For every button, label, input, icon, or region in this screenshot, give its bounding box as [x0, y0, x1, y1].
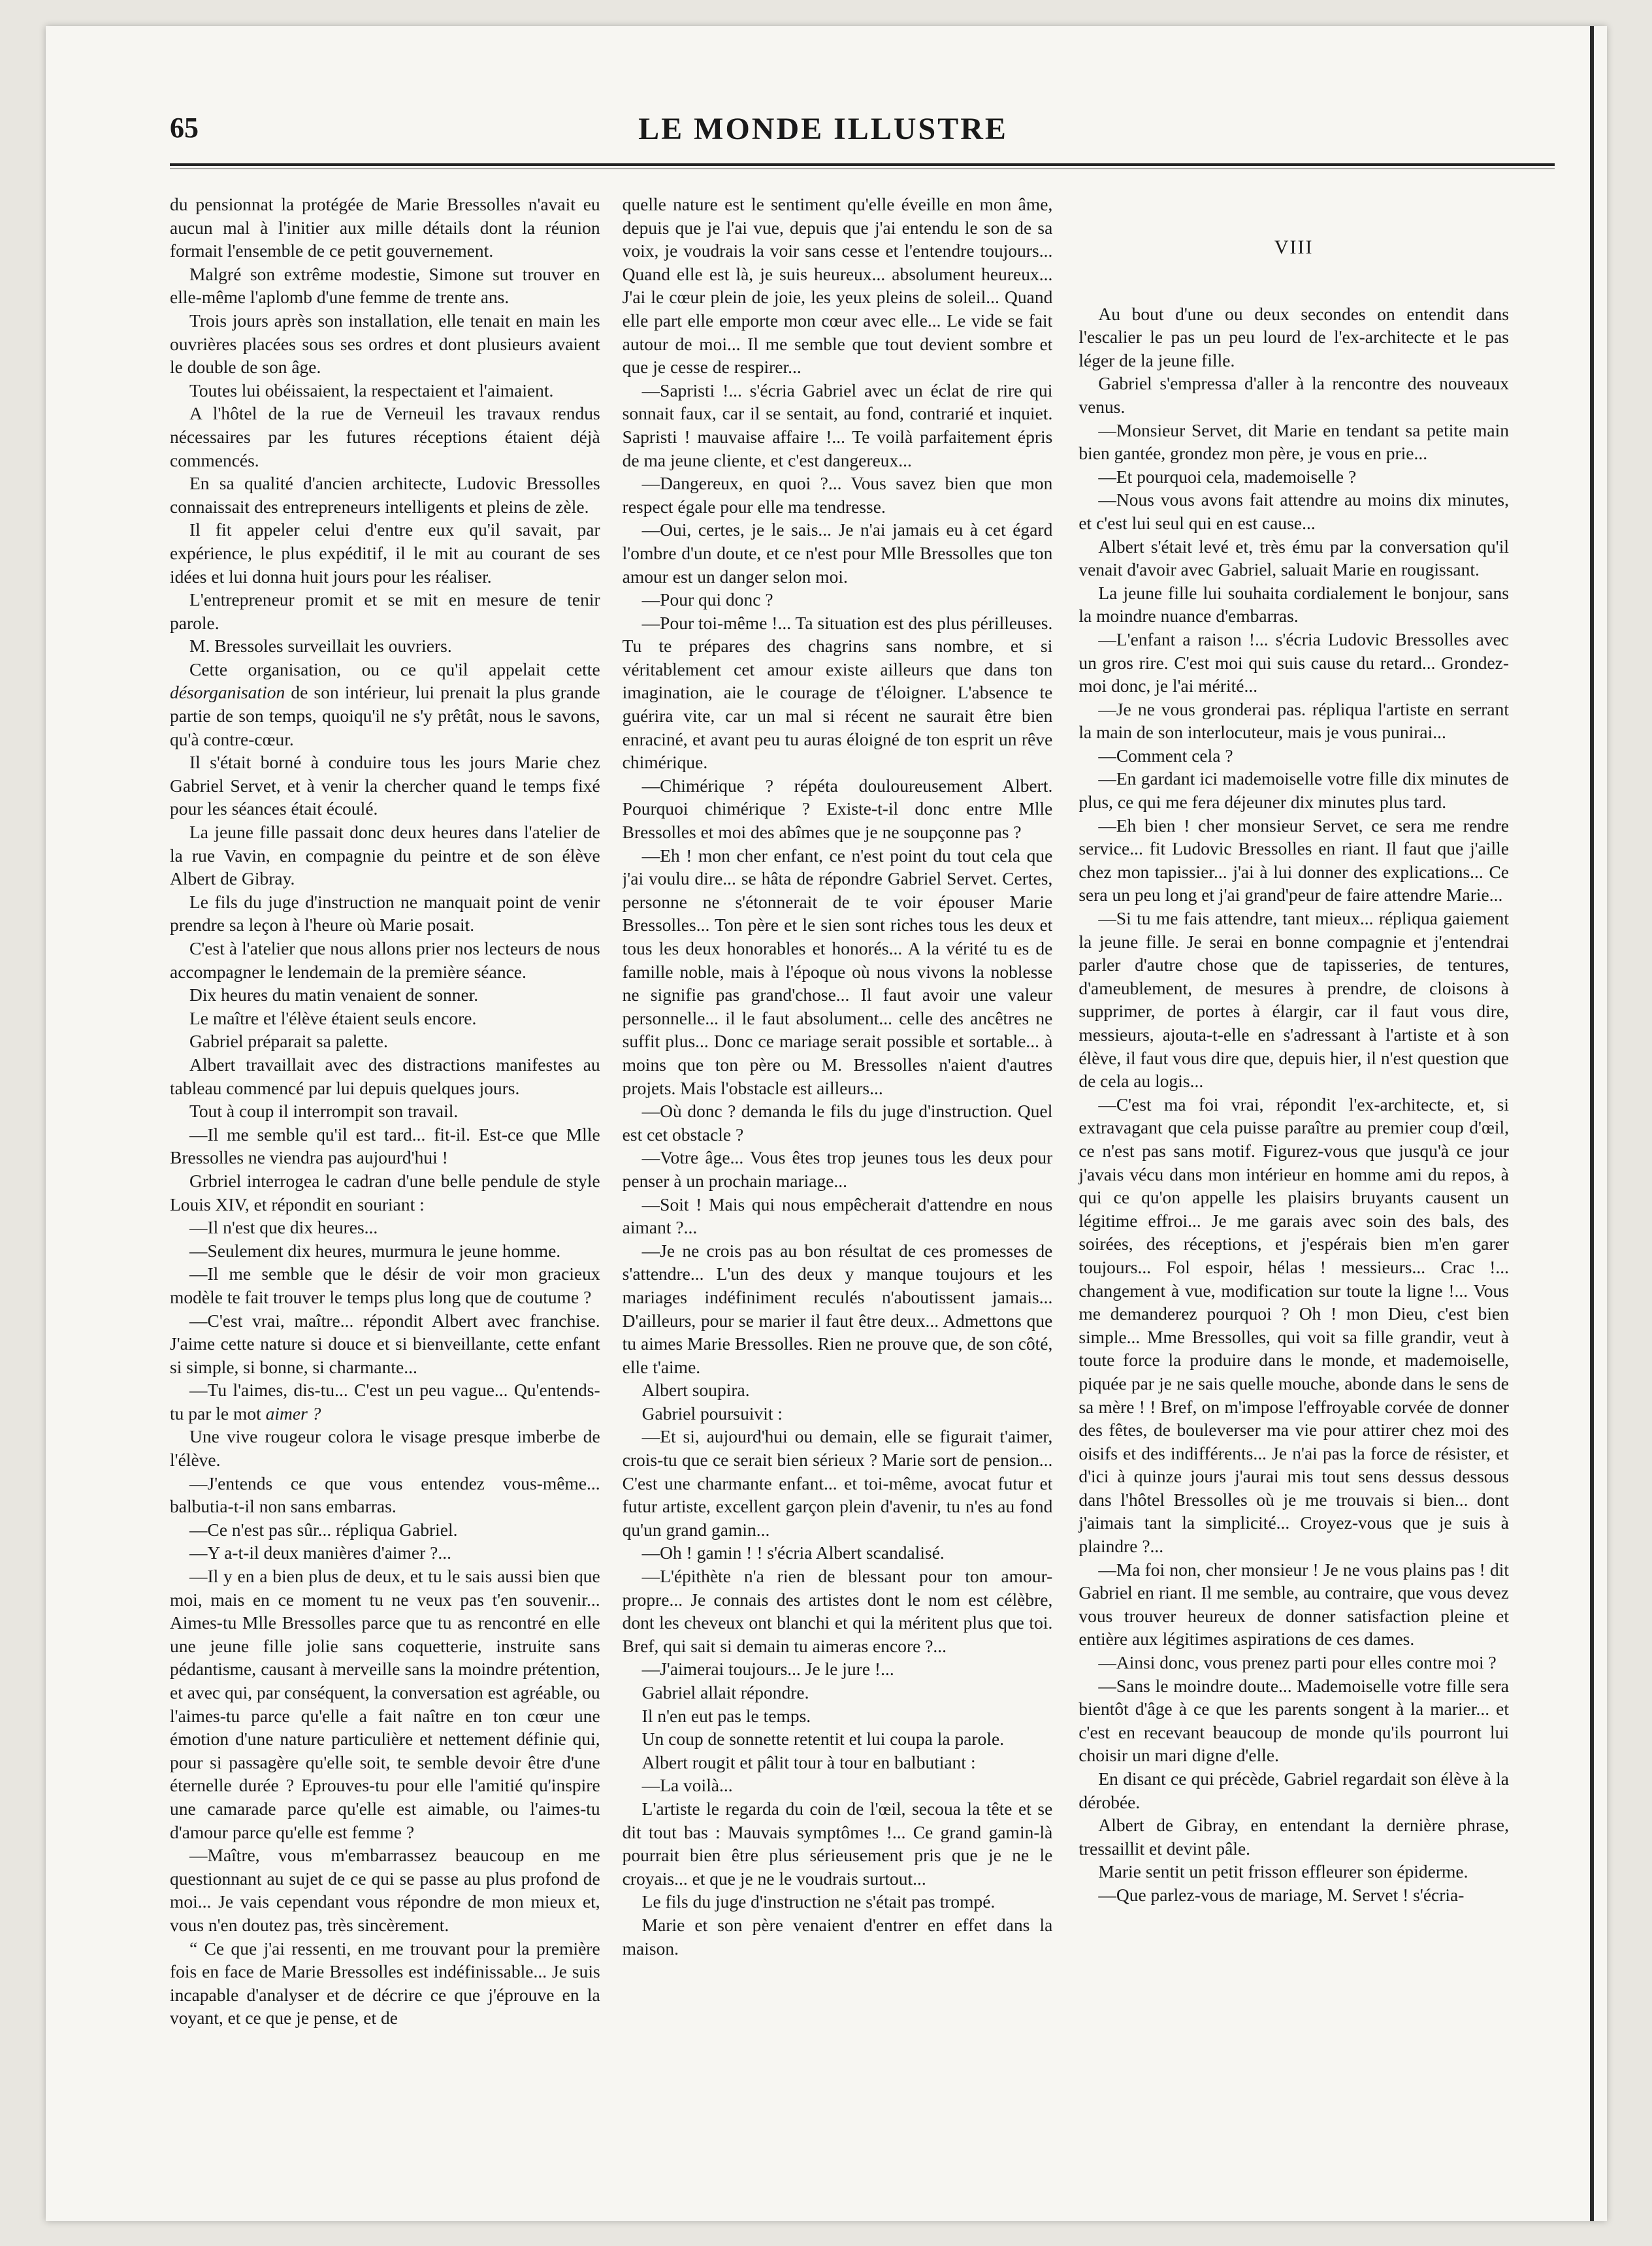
emphasized-text: aimer ?	[265, 1403, 321, 1424]
paragraph	[1078, 419, 1509, 465]
paragraph-text: Le fils du juge d'instruction ne s'était pas trompé.	[641, 1891, 996, 1912]
chapter-heading: VIII	[1274, 236, 1314, 258]
paragraph-text: A l'hôtel de la rue de Verneuil les travaux rendus nécessaires par les futures réceptions étaient déjà commencés.	[170, 403, 600, 470]
paragraph	[170, 1425, 600, 1471]
paragraph	[170, 1007, 600, 1030]
paragraph	[623, 1193, 1053, 1239]
paragraph	[170, 518, 600, 588]
newspaper-page	[46, 26, 1607, 2221]
paragraph-text: —Tu l'aimes, dis-tu... C'est un peu vague... Qu'entends-tu par le mot	[170, 1380, 600, 1424]
paragraph	[623, 1425, 1053, 1541]
paragraph-text: —Sans le moindre doute... Mademoiselle votre fille sera bientôt d'âge à ce que les parents songent à la marier... et c'est en recevant beaucoup de monde qu'ils pourront lui choisir un mari digne d'elle.	[1078, 1675, 1510, 1766]
paragraph	[623, 1402, 1053, 1425]
paragraph-text: Trois jours après son installation, elle tenait en main les ouvrières placées sous ses ordres et dont plusieurs avaient le double de son âge.	[170, 310, 600, 378]
paragraph-text: —Et si, aujourd'hui ou demain, elle se figurait t'aimer, crois-tu que ce serait bien sérieux ? Marie sort de pension... C'est une charmante enfant... et toi-même, avocat futur et futur artiste, excellent garçon plein d'avenir, tu n'es au fond qu'un grand gamin...	[622, 1426, 1053, 1540]
paragraph	[1078, 628, 1509, 698]
paragraph-text: —En gardant ici mademoiselle votre fille dix minutes de plus, ce qui me fera déjeuner dix minutes plus tard.	[1078, 768, 1510, 813]
text-column-1	[170, 193, 600, 2185]
paragraph-text: —Oh ! gamin ! ! s'écria Albert scandalisé.	[641, 1542, 945, 1563]
paragraph	[623, 1099, 1053, 1146]
paragraph	[623, 1239, 1053, 1379]
paragraph	[623, 518, 1053, 588]
paragraph-text: La jeune fille passait donc deux heures dans l'atelier de la rue Vavin, en compagnie du peintre et de son élève Albert de Gibray.	[170, 822, 600, 889]
paragraph	[170, 634, 600, 658]
paragraph-text: —J'aimerai toujours... Je le jure !...	[641, 1659, 894, 1680]
paragraph-text: M. Bressoles surveillait les ouvriers.	[189, 636, 452, 657]
paragraph-text: —Où donc ? demanda le fils du juge d'instruction. Quel est cet obstacle ?	[622, 1101, 1053, 1145]
paragraph	[1078, 907, 1509, 1093]
paragraph	[623, 379, 1053, 472]
paragraph-text: Le maître et l'élève étaient seuls encore.	[189, 1007, 477, 1028]
paragraph-text: —Je ne vous gronderai pas. répliqua l'artiste en serrant la main de son interlocuteur, mais je vous punirai...	[1078, 698, 1510, 743]
paragraph	[170, 193, 600, 263]
paragraph-text: —Dangereux, en quoi ?... Vous savez bien que mon respect égale pour elle ma tendresse.	[622, 473, 1053, 517]
paragraph	[170, 658, 600, 751]
paragraph-text: —Et pourquoi cela, mademoiselle ?	[1098, 466, 1357, 487]
paragraph-text: C'est à l'atelier que nous allons prier nos lecteurs de nous accompagner le lendemain de la première séance.	[170, 938, 600, 982]
paragraph	[1078, 1814, 1509, 1860]
paragraph-text: Il fit appeler celui d'entre eux qu'il savait, par expérience, le plus expéditif, il le mit au courant de ses idées et lui donna huit jours pour les réaliser.	[170, 519, 600, 587]
paragraph	[1078, 814, 1509, 907]
paragraph-text: Gabriel allait répondre.	[641, 1682, 809, 1702]
paragraph-text: Albert travaillait avec des distractions manifestes au tableau commencé par lui depuis quelques jours.	[170, 1054, 600, 1098]
paragraph	[170, 937, 600, 983]
paragraph	[623, 1565, 1053, 1657]
paragraph	[1078, 1558, 1509, 1651]
paragraph-text: Le fils du juge d'instruction ne manquait point de venir prendre sa leçon à l'heure où Marie posait.	[170, 891, 600, 936]
paragraph-text: —C'est ma foi vrai, répondit l'ex-architecte, et, si extravagant que cela puisse paraître au premier coup d'œil, ce n'est pas sans motif. Figurez-vous que jusqu'à ce jour j'avais vécu dans mon intérieur en homme ami du repos, à qui ce qu'on appelle les plaisirs bruyants causent un légitime effroi... Je me garais avec soin des bals, des soirées, des réceptions, et j'espérais bien m'en garer toujours... Fol espoir, hélas ! messieurs... Crac !... changement à vue, modification sur toute la ligne !... Vous me demanderez pourquoi ? Oh ! mon Dieu, c'est bien simple... Mme Bressolles, qui voit sa fille grandir, veut à toute force la produire dans le monde, et mademoiselle, piquée par je ne sais quelle mouche, abonde dans le sens de sa mère ! ! Bref, on m'impose l'effroyable corvée de donner des fêtes, de bouleverser ma vie pour attirer chez moi des oisifs et des indifférents... Je n'ai pas la force de résister, et d'ici à quinze jours j'aurai mis tout sens dessus dessous dans l'hôtel Bressolles où je me trouvais si bien... dont j'aimais tant la simplicité... Croyez-vous que je suis à plaindre ?...	[1078, 1094, 1510, 1557]
paragraph-text: du pensionnat la protégée de Marie Bressolles n'avait eu aucun mal à l'initier aux mille détails dont la réunion formait l'ensemble de ce petit gouvernement.	[170, 194, 600, 261]
paragraph-text: Tout à coup il interrompit son travail.	[189, 1101, 459, 1122]
paragraph-text: —Maître, vous m'embarrassez beaucoup en me questionnant au sujet de ce qui se passe au plus profond de moi... Je vais cependant vous répondre de mon mieux et, vous n'en doutez pas, très sincèrement.	[170, 1845, 600, 1935]
paragraph-text: —Sapristi !... s'écria Gabriel avec un éclat de rire qui sonnait faux, car il se sentait, au fond, contrarié et inquiet. Sapristi ! mauvaise affaire !... Te voilà parfaitement épris de ma jeune cliente, et c'est dangereux...	[622, 380, 1053, 470]
header-rule	[170, 163, 1555, 166]
paragraph	[170, 1518, 600, 1542]
binding-edge	[1590, 26, 1594, 2221]
paragraph	[170, 1472, 600, 1518]
paragraph-text: —Pour qui donc ?	[641, 589, 773, 610]
paragraph	[170, 472, 600, 518]
paragraph	[170, 588, 600, 634]
text-column-2	[623, 193, 1053, 2185]
paragraph-text: —C'est vrai, maître... répondit Albert avec franchise. J'aime cette nature si douce et si bienveillante, cette enfant si simple, si bonne, si charmante...	[170, 1310, 600, 1377]
paragraph-text: —J'entends ce que vous entendez vous-même... balbutia-t-il non sans embarras.	[170, 1473, 600, 1517]
paragraph	[1078, 1860, 1509, 1883]
paragraph	[1078, 302, 1509, 372]
paragraph	[1078, 1093, 1509, 1558]
paragraph	[623, 193, 1053, 379]
paragraph-text: Albert s'était levé et, très ému par la conversation qu'il venait d'avoir avec Gabriel, saluait Marie en rougissant.	[1078, 536, 1510, 580]
page-header	[170, 111, 1476, 170]
paragraph-text: —Pour toi-même !... Ta situation est des plus périlleuses. Tu te prépares des chagrins sans nombre, et si véritablement cet amour existe ailleurs que dans ton imagination, aie le courage de t'éloigner. L'absence te guérira vite, car un mal si récent ne saurait être bien enraciné, et avant peu tu auras éloigné de ton esprit un rêve chimérique.	[622, 612, 1053, 773]
paragraph	[170, 1099, 600, 1123]
paragraph	[1078, 1651, 1509, 1674]
paragraph	[170, 751, 600, 821]
paragraph	[170, 890, 600, 937]
text-column-3	[1075, 193, 1509, 2185]
paragraph-text: Gabriel préparait sa palette.	[189, 1031, 388, 1052]
paragraph-text: —Oui, certes, je le sais... Je n'ai jamais eu à cet égard l'ombre d'un doute, et ce n'est pour Mlle Bressolles que ton amour est un danger selon moi.	[622, 519, 1053, 587]
paragraph-text: Malgré son extrême modestie, Simone sut trouver en elle-même l'aplomb d'une femme de trente ans.	[170, 263, 600, 308]
paragraph	[170, 1541, 600, 1565]
paragraph	[170, 309, 600, 379]
article-columns	[170, 193, 1509, 2185]
paragraph-text: —Il me semble qu'il est tard... fit-il. Est-ce que Mlle Bressolles ne viendra pas aujourd'hui !	[170, 1124, 600, 1168]
paragraph	[1078, 744, 1509, 768]
paragraph-text-tail: de son intérieur, lui prenait la plus grande partie de son temps, quoiqu'il ne s'y prêtât, nous le savons, qu'à contre-cœur.	[170, 682, 600, 749]
paragraph	[170, 1053, 600, 1099]
paragraph-text: quelle nature est le sentiment qu'elle éveille en mon âme, depuis que je l'ai vue, depuis que j'ai entendu le son de sa voix, je voudrais la voir sans cesse et l'entendre toujours... Quand elle est là, je suis heureux... absolument heureux... J'ai le cœur plein de joie, les yeux pleins de soleil... Quand elle part elle emporte mon cœur avec elle... Le vide se fait autour de moi... Il me semble que tout devient sombre et que je cesse de respirer...	[622, 194, 1053, 378]
paragraph-text: Marie et son père venaient d'entrer en effet dans la maison.	[622, 1914, 1053, 1959]
paragraph	[1078, 581, 1509, 628]
paragraph	[170, 1239, 600, 1263]
paragraph	[623, 588, 1053, 611]
paragraph-text: —Ce n'est pas sûr... répliqua Gabriel.	[189, 1519, 458, 1540]
paragraph	[170, 1030, 600, 1053]
paragraph	[623, 1681, 1053, 1704]
paragraph-text: —Si tu me fais attendre, tant mieux... répliqua gaiement la jeune fille. Je serai en bonne compagnie et j'entendrai parler d'autre chose que de tapisseries, de tentures, d'ameublement, de mesures à prendre, de cloisons à supprimer, de portes à élargir, car il faut vous dire, messieurs, ajouta-t-elle en s'adressant à l'artiste et à son élève, il faut vous dire que, depuis hier, il n'est question que de cela au logis...	[1078, 908, 1510, 1092]
paragraph-text: Cette organisation, ou ce qu'il appelait cette	[189, 659, 600, 679]
paragraph	[170, 1123, 600, 1169]
paragraph-text: —Comment cela ?	[1098, 745, 1233, 766]
paragraph	[623, 1751, 1053, 1774]
paragraph-text: —Il n'est que dix heures...	[189, 1217, 378, 1238]
paragraph-text: —L'épithète n'a rien de blessant pour ton amour-propre... Je connais des artistes dont le nom est célèbre, dont les cheveux ont blanchi et qui la méritent plus que toi. Bref, qui sait si demain tu aimeras encore ?...	[622, 1566, 1053, 1656]
paragraph-text: Il s'était borné à conduire tous les jours Marie chez Gabriel Servet, et à venir la chercher quand le temps fixé pour les séances était écoulé.	[170, 752, 600, 819]
paragraph	[170, 402, 600, 472]
paragraph-text: Il n'en eut pas le temps.	[641, 1705, 811, 1726]
emphasized-text: désorganisation	[170, 682, 285, 703]
paragraph-text: Albert rougit et pâlit tour à tour en balbutiant :	[641, 1751, 976, 1772]
paragraph-text: Albert de Gibray, en entendant la dernière phrase, tressaillit et devint pâle.	[1078, 1815, 1510, 1859]
paragraph-text: En disant ce qui précède, Gabriel regardait son élève à la dérobée.	[1078, 1768, 1510, 1812]
paragraph	[623, 611, 1053, 774]
paragraph-text: Au bout d'une ou deux secondes on entendit dans l'escalier le pas un peu lourd de l'ex-architecte et le pas léger de la jeune fille.	[1078, 303, 1510, 370]
page-number: 65	[170, 112, 199, 144]
paragraph-text: Albert soupira.	[641, 1380, 750, 1401]
paragraph	[170, 1565, 600, 1844]
paragraph-text: —Que parlez-vous de mariage, M. Servet ! s'écria-	[1098, 1884, 1465, 1905]
paragraph	[623, 774, 1053, 844]
paragraph-text: Gabriel s'empressa d'aller à la rencontre des nouveaux venus.	[1078, 373, 1510, 417]
paragraph	[1078, 1883, 1509, 1907]
paragraph-text: —Monsieur Servet, dit Marie en tendant sa petite main bien gantée, grondez mon père, je vous en prie...	[1078, 419, 1510, 464]
paragraph-text: L'artiste le regarda du coin de l'œil, secoua la tête et se dit tout bas : Mauvais symptômes !... Ce grand gamin-là pourrait bien être plus sérieusement pris que je ne le croyais... et que je ne le voudrais surtout...	[622, 1798, 1053, 1889]
paragraph	[1078, 372, 1509, 418]
paragraph-text: En sa qualité d'ancien architecte, Ludovic Bressolles connaissait des entrepreneurs intelligents et pleins de zèle.	[170, 473, 600, 517]
paragraph	[623, 844, 1053, 1100]
paragraph	[623, 1378, 1053, 1402]
paragraph-text: —Il y en a bien plus de deux, et tu le sais aussi bien que moi, mais en ce moment tu ne veux pas t'en souvenir... Aimes-tu Mlle Bressolles parce que tu as rencontré en elle une jeune fille jolie sans coquetterie, instruite sans pédantisme, causant à merveille sans la moindre prétention, et avec qui, par conséquent, la conversation est agréable, ou l'aimes-tu parce qu'elle a fait naître en ton cœur une émotion d'une nature particulière et nettement définie qui, pour si passagère qu'elle soit, te semble devoir être d'une éternelle durée ? Eprouves-tu pour elle l'amitié qu'inspire une camarade parce qu'elle est aimable, ou l'aimes-tu d'amour parce qu'elle est femme ?	[170, 1566, 600, 1842]
paragraph	[1078, 1674, 1509, 1767]
paragraph	[1078, 535, 1509, 581]
paragraph-text: Grbriel interrogea le cadran d'une belle pendule de style Louis XIV, et répondit en souriant :	[170, 1170, 600, 1214]
paragraph-text: Marie sentit un petit frisson effleurer son épiderme.	[1098, 1861, 1468, 1882]
paragraph-text: —L'enfant a raison !... s'écria Ludovic Bressolles avec un gros rire. C'est moi qui suis cause du retard... Grondez-moi donc, je l'ai mérité...	[1078, 628, 1510, 696]
paragraph	[170, 1169, 600, 1216]
paragraph-text: Dix heures du matin venaient de sonner.	[189, 985, 479, 1005]
paragraph-text: —La voilà...	[641, 1775, 733, 1796]
paragraph-text: —Y a-t-il deux manières d'aimer ?...	[189, 1542, 452, 1563]
paragraph	[1078, 488, 1509, 534]
paragraph-text: —Il me semble que le désir de voir mon gracieux modèle te fait trouver le temps plus long que de coutume ?	[170, 1263, 600, 1307]
paragraph	[170, 1262, 600, 1309]
paragraph	[623, 1797, 1053, 1890]
paragraph	[1078, 698, 1509, 744]
paragraph-text: —Soit ! Mais qui nous empêcherait d'attendre en nous aimant ?...	[622, 1194, 1053, 1238]
paragraph	[170, 379, 600, 402]
paragraph	[170, 1216, 600, 1239]
paragraph-text: —Votre âge... Vous êtes trop jeunes tous les deux pour penser à un prochain mariage...	[622, 1147, 1053, 1191]
paragraph-text: Toutes lui obéissaient, la respectaient et l'aimaient.	[189, 380, 554, 400]
paragraph	[170, 263, 600, 309]
paragraph	[623, 1913, 1053, 1960]
paragraph	[170, 1309, 600, 1379]
paragraph	[170, 1844, 600, 1936]
paragraph	[1078, 1767, 1509, 1814]
paragraph	[623, 1704, 1053, 1728]
paragraph-text: —Seulement dix heures, murmura le jeune homme.	[189, 1240, 561, 1261]
paragraph	[623, 1727, 1053, 1751]
paragraph	[170, 983, 600, 1007]
paragraph-text: “ Ce que j'ai ressenti, en me trouvant pour la première fois en face de Marie Bressolles est indéfinissable... Je suis incapable d'analyser et de décrire ce que j'éprouve en la voyant, et ce que je pense, et de	[170, 1938, 600, 2028]
paragraph-text: L'entrepreneur promit et se mit en mesure de tenir parole.	[170, 589, 600, 633]
journal-title: LE MONDE ILLUSTRE	[638, 112, 1008, 146]
paragraph-text: —Ainsi donc, vous prenez parti pour elles contre moi ?	[1098, 1652, 1497, 1673]
paragraph-text: —Eh bien ! cher monsieur Servet, ce sera me rendre service... fit Ludovic Bressolles en riant. Il faut que j'aille chez mon tapissier... j'ai à lui donner des explications... Ce sera un peu long et j'ai grand'peur de faire attendre Marie...	[1078, 815, 1510, 905]
paragraph	[623, 1774, 1053, 1797]
paragraph-text: —Je ne crois pas au bon résultat de ces promesses de s'attendre... L'un des deux y manque toujours et les mariages indéfiniment reculés n'aboutissent jamais... D'ailleurs, pour se marier il faut être deux... Admettons que tu aimes Marie Bressolles. Rien ne prouve que, de son côté, elle t'aime.	[622, 1240, 1053, 1377]
paragraph-text: —Chimérique ? répéta douloureusement Albert. Pourquoi chimérique ? Existe-t-il donc entre Mlle Bressolles et moi des abîmes que je ne soupçonne pas ?	[622, 775, 1053, 843]
paragraph	[170, 1378, 600, 1425]
paragraph-text: —Ma foi non, cher monsieur ! Je ne vous plains pas ! dit Gabriel en riant. Il me semble, au contraire, que vous devez vous trouver heureux de donner satisfaction pleine et entière aux légitimes aspirations de ces dames.	[1078, 1559, 1510, 1650]
paragraph	[170, 1937, 600, 2030]
paragraph-text: —Eh ! mon cher enfant, ce n'est point du tout cela que j'ai voulu dire... se hâta de répondre Gabriel Servet. Certes, personne ne s'étonnerait de te voir épouser Marie Bressolles... Ton père et le sien sont riches tous les deux et tous les deux honorables et honorés... A la vérité tu es de famille noble, mais à l'époque où nous vivons la noblesse ne signifie pas grand'chose... Il faut avoir une valeur personnelle... il le faut absolument... celle des ancêtres ne suffit plus... Donc ce mariage serait possible et sortable... à moins que ton père ou M. Bressolles n'aient d'autres projets. Mais l'obstacle est ailleurs...	[622, 845, 1053, 1098]
paragraph	[1078, 767, 1509, 813]
paragraph	[623, 1657, 1053, 1681]
paragraph	[623, 1146, 1053, 1192]
paragraph-text: Gabriel poursuivit :	[641, 1403, 783, 1424]
paragraph	[623, 472, 1053, 518]
paragraph	[170, 821, 600, 890]
paragraph-text: —Nous vous avons fait attendre au moins dix minutes, et c'est lui seul qui en est cause...	[1078, 489, 1510, 533]
paragraph-text: Une vive rougeur colora le visage presque imberbe de l'élève.	[170, 1426, 600, 1471]
paragraph	[1078, 465, 1509, 489]
paragraph	[623, 1890, 1053, 1913]
paragraph	[623, 1541, 1053, 1565]
paragraph-text: La jeune fille lui souhaita cordialement le bonjour, sans la moindre nuance d'embarras.	[1078, 582, 1510, 627]
paragraph-text: Un coup de sonnette retentit et lui coupa la parole.	[641, 1729, 1005, 1750]
